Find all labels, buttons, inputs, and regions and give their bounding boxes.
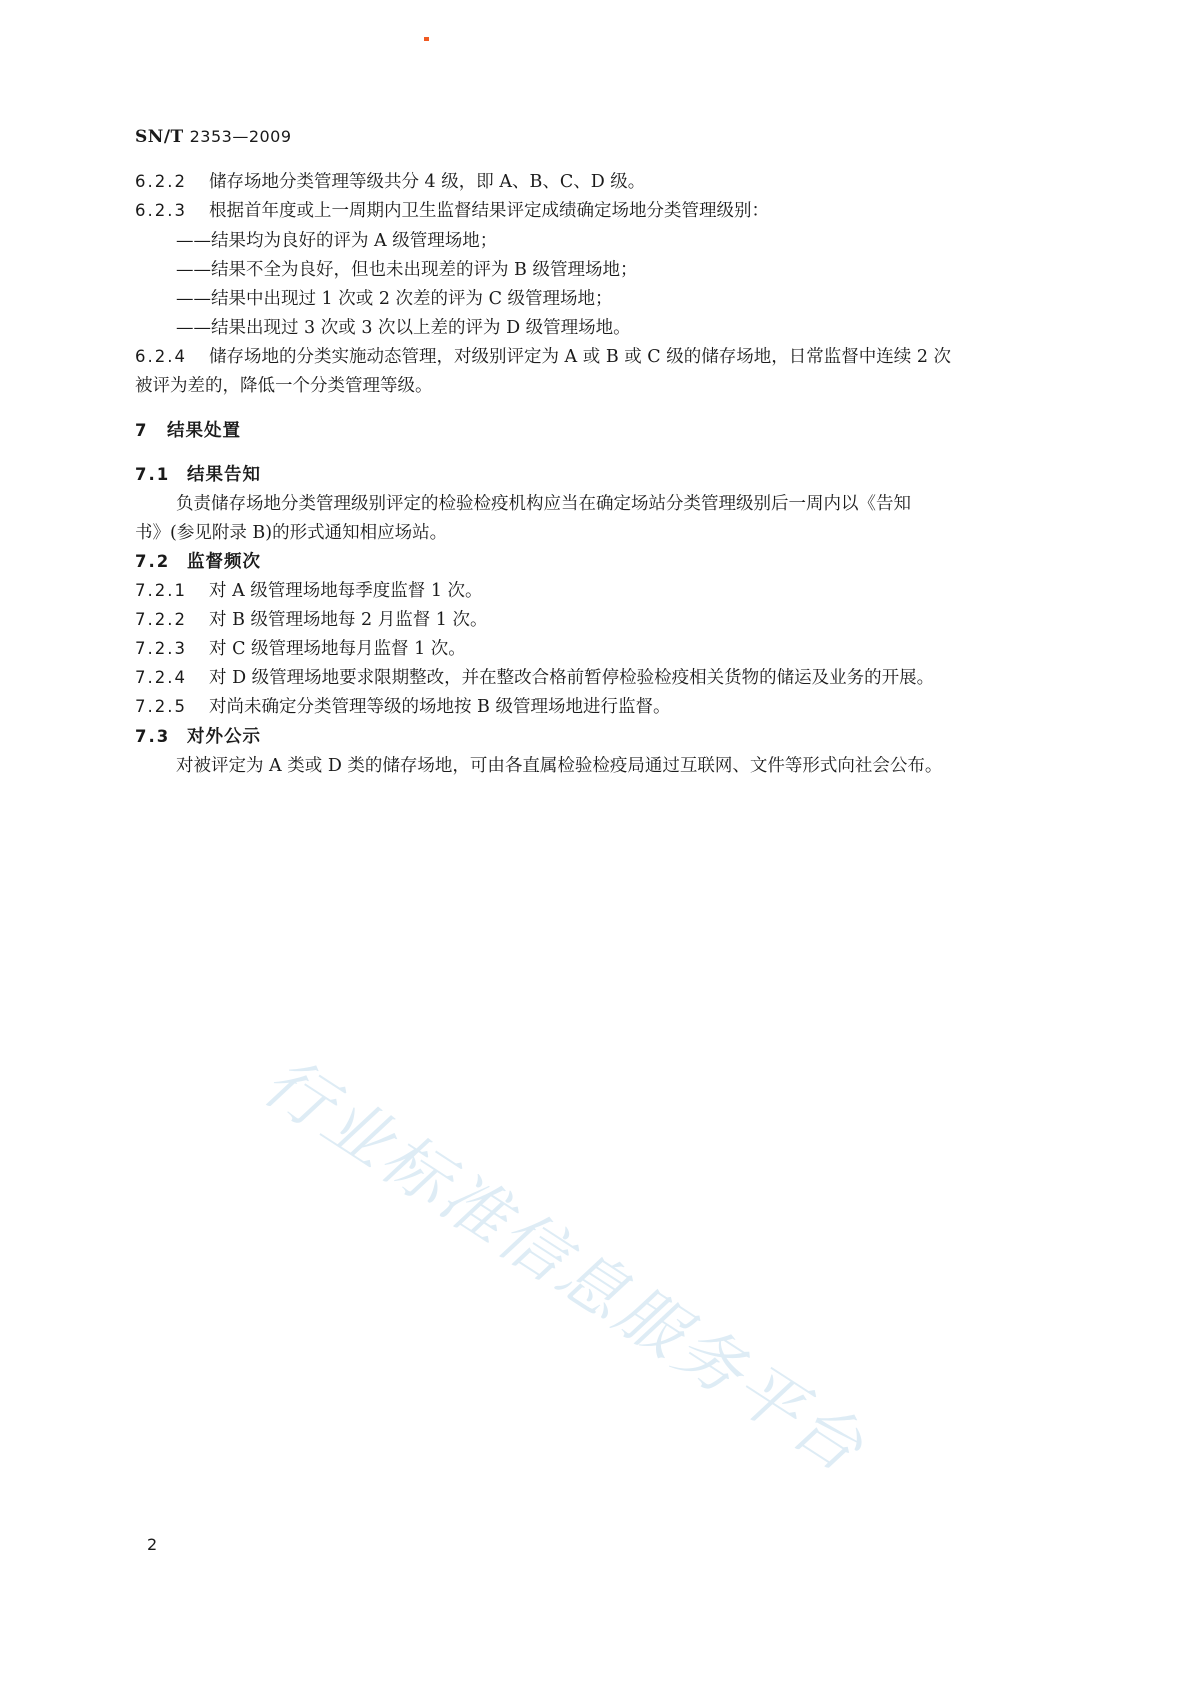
section-title: 结果处置 xyxy=(167,421,241,441)
clause-number: 7.2.4 xyxy=(135,668,187,687)
section-title: 结果告知 xyxy=(187,465,261,485)
clause-text: 储存场地分类管理等级共分 4 级，即 A、B、C、D 级。 xyxy=(209,172,646,192)
clause-6-2-4-continued: 被评为差的，降低一个分类管理等级。 xyxy=(135,376,433,396)
paragraph-line: 负责储存场地分类管理级别评定的检验检疫机构应当在确定场站分类管理级别后一周内以《告知 xyxy=(176,494,911,514)
clause-text: 对 B 级管理场地每 2 月监督 1 次。 xyxy=(209,610,488,630)
clause-7-2-2 xyxy=(135,610,488,630)
clause-6-2-2 xyxy=(135,172,645,192)
clause-text-line1: 储存场地的分类实施动态管理，对级别评定为 A 或 B 或 C 级的储存场地，日常监督中连续 2 次 xyxy=(209,347,952,367)
watermark-text: 行业标准信息服务平台 xyxy=(249,1042,879,1489)
clause-text: 对 C 级管理场地每月监督 1 次。 xyxy=(209,639,466,659)
section-number: 7 xyxy=(135,421,149,440)
clause-text: 根据首年度或上一周期内卫生监督结果评定成绩确定场地分类管理级别： xyxy=(209,201,769,221)
list-item: ——结果出现过 3 次或 3 次以上差的评为 D 级管理场地。 xyxy=(176,318,631,338)
clause-7-2-4 xyxy=(135,668,934,688)
list-item: ——结果中出现过 1 次或 2 次差的评为 C 级管理场地； xyxy=(176,289,613,309)
standard-prefix: SN/T xyxy=(135,127,184,147)
clause-text: 对 D 级管理场地要求限期整改，并在整改合格前暂停检验检疫相关货物的储运及业务的开展。 xyxy=(209,668,935,688)
clause-number: 7.2.2 xyxy=(135,610,187,629)
orange-mark xyxy=(424,37,429,41)
clause-text: 对尚未确定分类管理等级的场地按 B 级管理场地进行监督。 xyxy=(209,697,671,717)
standard-number: 2353—2009 xyxy=(189,127,292,146)
clause-number: 6.2.3 xyxy=(135,201,187,220)
section-7-heading xyxy=(135,421,241,441)
clause-number: 7.2.3 xyxy=(135,639,187,658)
clause-number: 6.2.4 xyxy=(135,347,187,366)
clause-7-2-1 xyxy=(135,581,483,601)
list-item: ——结果不全为良好，但也未出现差的评为 B 级管理场地； xyxy=(176,260,638,280)
section-7-3-heading xyxy=(135,727,261,747)
standard-code xyxy=(135,127,292,147)
clause-number: 6.2.2 xyxy=(135,172,187,191)
paragraph-line: 对被评定为 A 类或 D 类的储存场地，可由各直属检验检疫局通过互联网、文件等形式向社会公布。 xyxy=(176,756,943,776)
clause-7-2-3 xyxy=(135,639,466,659)
clause-7-2-5 xyxy=(135,697,670,717)
page-number: 2 xyxy=(147,1535,158,1554)
clause-number: 7.2.1 xyxy=(135,581,187,600)
clause-6-2-3 xyxy=(135,201,769,221)
clause-6-2-4 xyxy=(135,347,951,367)
section-number: 7.1 xyxy=(135,465,171,484)
clause-number: 7.2.5 xyxy=(135,697,187,716)
clause-text: 对 A 级管理场地每季度监督 1 次。 xyxy=(209,581,483,601)
section-7-2-heading xyxy=(135,552,261,572)
section-7-1-heading xyxy=(135,465,261,485)
section-number: 7.3 xyxy=(135,727,171,746)
section-title: 对外公示 xyxy=(187,727,261,747)
paragraph-line: 书》(参见附录 B)的形式通知相应场站。 xyxy=(135,523,448,543)
section-title: 监督频次 xyxy=(187,552,261,572)
list-item: ——结果均为良好的评为 A 级管理场地； xyxy=(176,231,498,251)
section-number: 7.2 xyxy=(135,552,171,571)
